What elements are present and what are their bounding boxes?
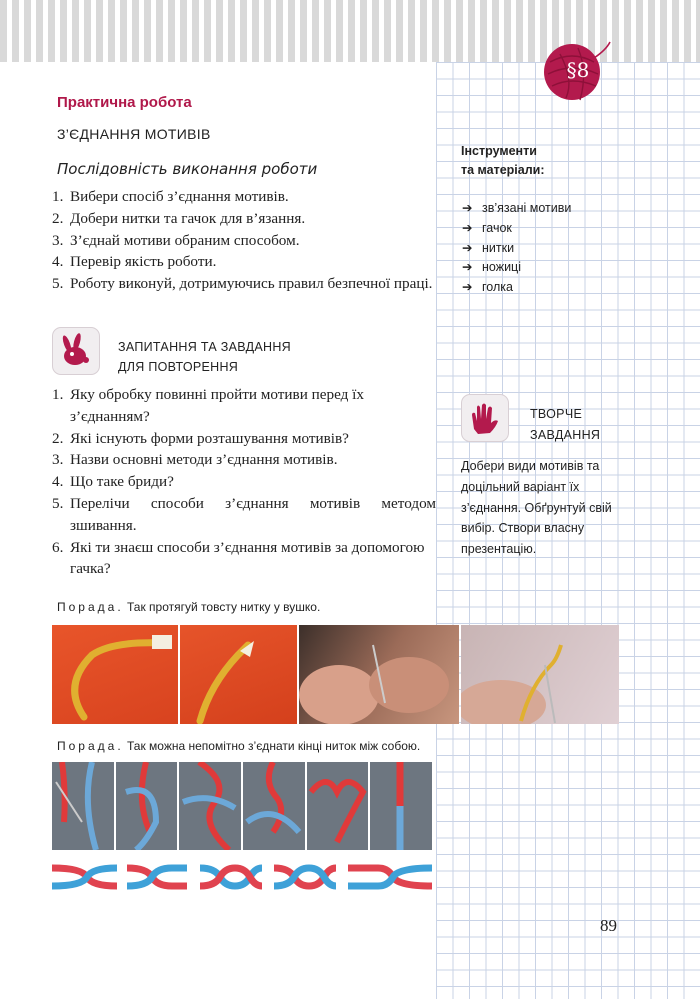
tools-list [462,199,571,298]
hand-icon [461,394,509,442]
creative-heading: ТВОРЧЕ ЗАВДАННЯ [530,407,601,442]
braid-diagram [348,868,432,886]
list-item: ➔ нитки [462,239,571,259]
list-item: ➔ гачок [462,219,571,239]
photo-join-step [370,762,432,850]
braid-diagram [200,868,262,886]
arrow-right-icon: ➔ [462,220,473,235]
tools-heading: Інструменти та матеріали: [461,144,545,177]
list-item: 5. Перелічи способи з’єднання мотивів методом зшивання. [52,494,436,534]
list-item: 2. Які існують форми розташування мотивів? [52,429,349,447]
photo-join-step [52,762,114,850]
braid-diagram [127,868,187,886]
braid-diagram [274,868,336,886]
photo-join-step [243,762,305,850]
photo-yarn-tape [52,625,178,724]
photo-yarn-folded [180,625,297,724]
page-subtitle: З’ЄДНАННЯ МОТИВІВ [57,126,211,142]
arrow-right-icon: ➔ [462,240,473,255]
list-item: 2. Добери нитки та гачок для в’язання. [52,209,306,227]
joining-photos [52,762,432,850]
steps-list [52,186,442,295]
page-number: 89 [600,916,617,935]
page-title: Практична робота [57,94,192,111]
list-item: 1. Яку обробку повинні пройти мотиви перед їх з’єднанням? [52,386,364,425]
questions-list [52,384,436,580]
sequence-heading: Послідовність виконання роботи [57,160,318,178]
tip-joining: Порада. Так можна непомітно з’єднати кінці ниток між собою. [57,739,421,753]
questions-heading: ЗАПИТАННЯ ТА ЗАВДАННЯ ДЛЯ ПОВТОРЕННЯ [118,340,291,374]
braid-diagram [52,868,117,886]
threading-photos [52,625,619,724]
list-item: 5. Роботу виконуй, дотримуючись правил безпечної праці. [52,275,433,293]
section-number: §8 [566,58,590,82]
list-item: 1. Вибери спосіб з’єднання мотивів. [52,188,289,205]
list-item: ➔ голка [462,278,571,298]
braid-diagrams [52,860,432,894]
photo-needle-threaded [461,625,619,724]
list-item: 3. Назви основні методи з’єднання мотивів. [52,451,338,469]
list-item: ➔ ножиці [462,258,571,278]
list-item: 6. Які ти знаєш способи з’єднання мотивів за допомогою гачка? [52,538,425,578]
photo-join-step [116,762,178,850]
tip-threading: Порада. Так протягуй товсту нитку у вушко. [57,600,321,614]
photo-join-step [307,762,369,850]
photo-join-step [179,762,241,850]
list-item: 4. Перевір якість роботи. [52,253,217,271]
arrow-right-icon: ➔ [462,280,473,295]
list-item: 4. Що таке бриди? [52,473,174,491]
list-item: ➔ зв’язані мотиви [462,199,571,219]
creative-text: Добери види мотивів та доцільний варіант їх з’єднання. Обґрунтуй свій вибір. Створи власну презентацію. [461,459,612,557]
rabbit-icon [52,327,100,375]
photo-hands-needle [299,625,459,724]
arrow-right-icon: ➔ [462,201,473,215]
list-item: 3. З’єднай мотиви обраним способом. [52,231,300,249]
arrow-right-icon: ➔ [462,260,473,275]
